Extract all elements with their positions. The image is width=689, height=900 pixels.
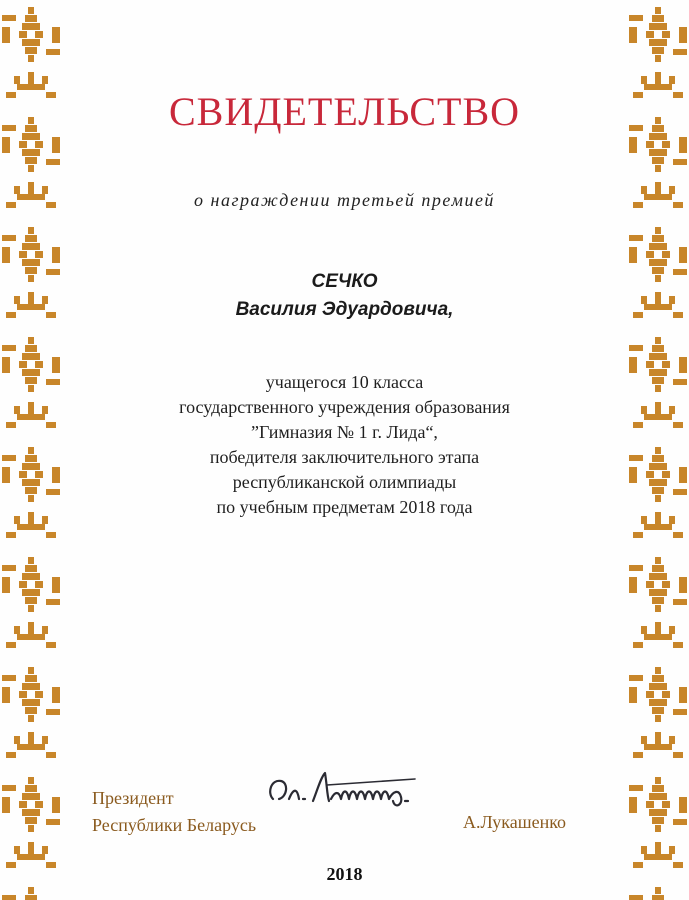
- award-subtitle: о награждении третьей премией: [194, 190, 495, 210]
- signatory-name: А.Лукашенко: [463, 812, 567, 832]
- description-line: государственного учреждения образования: [179, 397, 510, 417]
- document-year: 2018: [326, 864, 363, 884]
- handwritten-signature: [265, 765, 465, 811]
- signatory-position: [92, 785, 256, 839]
- description-line: республиканской олимпиады: [232, 472, 457, 492]
- recipient-name-block: [0, 268, 689, 324]
- description-line: по учебным предметам 2018 года: [216, 497, 473, 517]
- document-title: СВИДЕТЕЛЬСТВО: [168, 89, 521, 134]
- description-line: учащегося 10 класса: [265, 372, 424, 392]
- signatory-position-line2: Республики Беларусь: [92, 815, 257, 835]
- recipient-surname: СЕЧКО: [311, 271, 378, 292]
- award-description: [0, 370, 689, 520]
- description-line: ”Гимназия № 1 г. Лида“,: [251, 422, 438, 442]
- description-line: победителя заключительного этапа: [209, 447, 480, 467]
- recipient-given-names: Василия Эдуардовича,: [235, 299, 454, 320]
- signatory-position-line1: Президент: [92, 788, 174, 808]
